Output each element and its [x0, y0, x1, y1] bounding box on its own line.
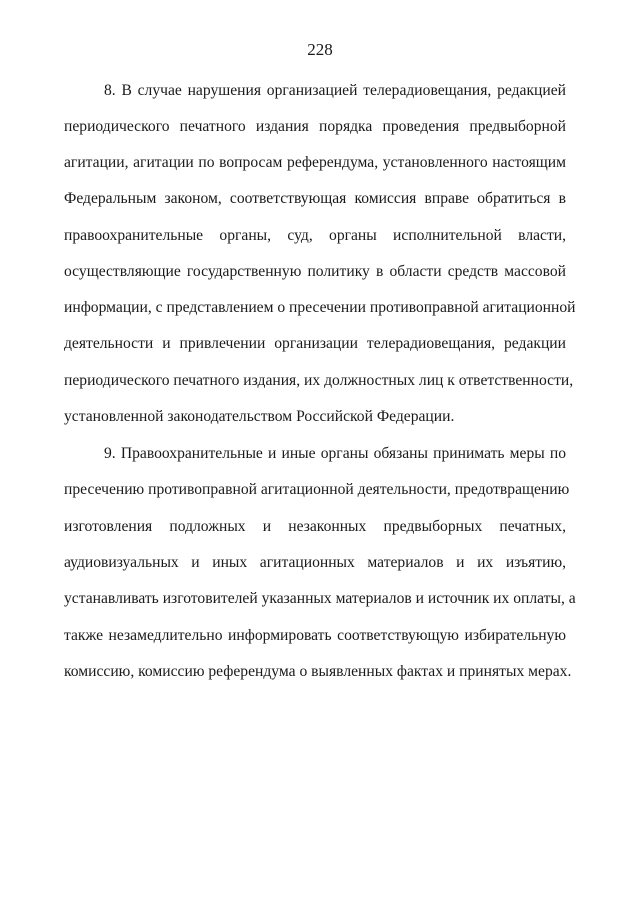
paragraph-8-line-3: агитации, агитации по вопросам референдума, установленного настоящим [64, 154, 566, 171]
paragraph-8-line-10: установленной законодательством Российской Федерации. [64, 408, 455, 425]
paragraph-9-line-1: 9. Правоохранительные и иные органы обязаны принимать меры по [104, 445, 566, 462]
paragraph-8-line-1: 8. В случае нарушения организацией телерадиовещания, редакцией [104, 82, 566, 99]
paragraph-8-line-8: деятельности и привлечении организации телерадиовещания, редакции [64, 335, 566, 352]
paragraph-9-line-6: также незамедлительно информировать соответствующую избирательную [64, 627, 566, 644]
paragraph-9-line-5: устанавливать изготовителей указанных материалов и источник их оплаты, а [64, 590, 576, 607]
paragraph-8-line-4: Федеральным законом, соответствующая комиссия вправе обратиться в [64, 190, 566, 207]
paragraph-9-line-2: пресечению противоправной агитационной деятельности, предотвращению [64, 481, 570, 498]
paragraph-8-line-2: периодического печатного издания порядка проведения предвыборной [64, 118, 566, 135]
paragraph-9-line-3: изготовления подложных и незаконных предвыборных печатных, [64, 518, 566, 535]
paragraph-8-line-6: осуществляющие государственную политику в области средств массовой [64, 263, 566, 280]
paragraph-8-line-7: информации, с представлением о пресечении противоправной агитационной [64, 299, 576, 316]
paragraph-8-line-5: правоохранительные органы, суд, органы исполнительной власти, [64, 227, 566, 244]
page-number: 228 [307, 40, 333, 59]
paragraph-9-line-7: комиссию, комиссию референдума о выявленных фактах и принятых мерах. [64, 663, 572, 680]
paragraph-8-line-9: периодического печатного издания, их должностных лиц к ответственности, [64, 372, 574, 389]
paragraph-9-line-4: аудиовизуальных и иных агитационных материалов и их изъятию, [64, 554, 566, 571]
